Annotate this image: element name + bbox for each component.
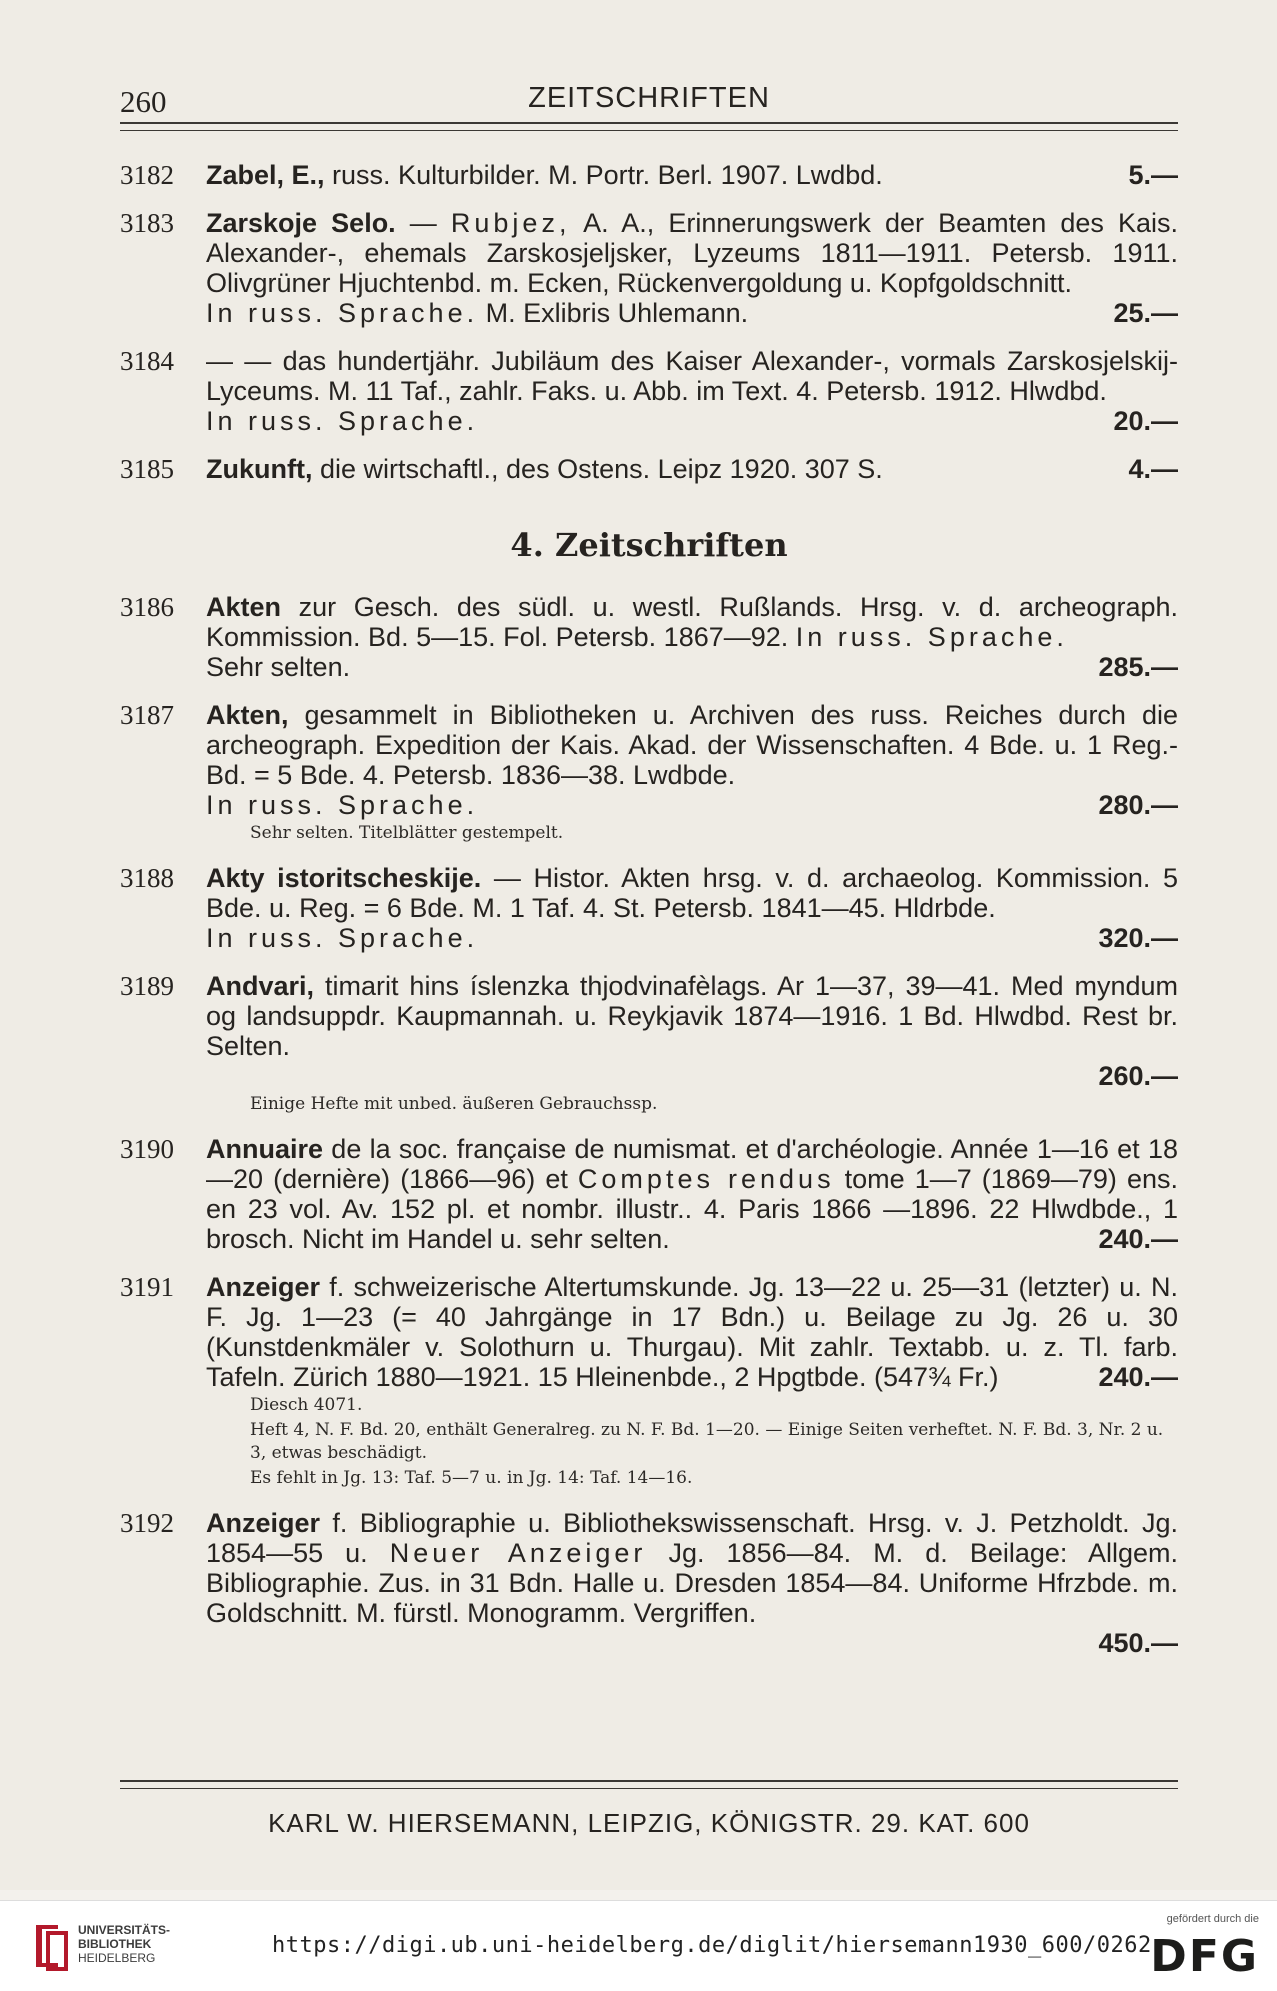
entry-3186: 3186 Akten zur Gesch. des südl. u. westl. Rußlands. Hrsg. v. d. archeograph. Kommission. Bd. 5—15. Fol. Petersb. 1867—92. In russ. Sprache. Sehr selten. 285.—	[120, 592, 1178, 682]
spaced-text: In russ. Sprache.	[206, 790, 479, 820]
entry-title: Zukunft,	[206, 454, 313, 484]
entry-note: Diesch 4071.	[250, 1395, 363, 1415]
entry-3184: 3184 — — das hundertjähr. Jubiläum des Kaiser Alexander-, vormals Zarskosjelskij-Lyceums. M. 11 Taf., zahlr. Faks. u. Abb. im Text. 4. Petersb. 1912. Hlwdbd. In russ. Sprache. 20.—	[120, 346, 1178, 436]
spaced-text: In russ. Sprache.	[206, 298, 479, 328]
entry-number: 3192	[120, 1508, 174, 1538]
entry-price: 320.—	[1098, 923, 1178, 953]
entry-3191: 3191 Anzeiger f. schweizerische Altertumskunde. Jg. 13—22 u. 25—31 (letzter) u. N. F. Jg. 1—23 (= 40 Jahrgänge in 17 Bdn.) u. Beilage zu Jg. 26 u. 30 (Kunstdenkmäler v. Solothurn u. Thurgau). Mit zahlr. Textabb. u. z. Tl. farb. Tafeln. Zürich 1880—1921. 15 Hleinenbde., 2 Hpgtbde. (547¾ Fr.) 240.— Diesch 4071. Heft 4, N. F. Bd. 20, enthält Generalreg. zu N. F. Bd. 1—20. — Einige Seiten verheftet. N. F. Bd. 3, Nr. 2 u. 3, etwas beschädigt. Es fehlt in Jg. 13: Taf. 5—7 u. in Jg. 14: Taf. 14—16.	[120, 1272, 1178, 1488]
digitization-bar	[0, 1900, 1277, 1991]
entry-number: 3188	[120, 863, 174, 893]
catalog-entries	[120, 160, 1178, 1676]
entry-price: 25.—	[1113, 298, 1178, 328]
entry-title: Annuaire	[206, 1134, 324, 1164]
spaced-text: In russ. Sprache.	[795, 622, 1068, 652]
entry-number: 3183	[120, 208, 174, 238]
section-heading: 4. Zeitschriften	[510, 526, 788, 564]
spaced-text: Rubjez,	[450, 208, 571, 238]
entry-price: 450.—	[1098, 1628, 1178, 1658]
entry-note: Es fehlt in Jg. 13: Taf. 5—7 u. in Jg. 14: Taf. 14—16.	[250, 1468, 693, 1488]
publisher-footer: KARL W. HIERSEMANN, LEIPZIG, KÖNIGSTR. 29. KAT. 600	[268, 1808, 1030, 1838]
entry-title: Anzeiger	[206, 1272, 321, 1302]
spaced-text: Neuer Anzeiger	[389, 1538, 647, 1568]
entry-description: russ. Kulturbilder. M. Portr. Berl. 1907. Lwdbd.	[324, 160, 883, 190]
entry-price: 280.—	[1098, 790, 1178, 820]
entry-3182	[120, 160, 1178, 190]
entry-3192: 3192 Anzeiger f. Bibliographie u. Bibliothekswissenschaft. Hrsg. v. J. Petzholdt. Jg. 1854—55 u. Neuer Anzeiger Jg. 1856—84. M. d. Beilage: Allgem. Bibliographie. Zus. in 31 Bdn. Halle u. Dresden 1854—84. Uniforme Hfrzbde. m. Goldschnitt. M. fürstl. Monogramm. Vergriffen. 450.—	[120, 1508, 1178, 1658]
entry-title: Andvari,	[206, 971, 315, 1001]
entry-number: 3185	[120, 454, 174, 484]
entry-price: 240.—	[1098, 1362, 1178, 1392]
spaced-text: In russ. Sprache.	[206, 406, 479, 436]
entry-price: 240.—	[1098, 1224, 1178, 1254]
entry-price: 285.—	[1098, 652, 1178, 682]
entry-3183: 3183 Zarskoje Selo. — Rubjez, A. A., Erinnerungswerk der Beamten des Kais. Alexander-, ehemals Zarskosjeljsker, Lyzeums 1811—1911. Petersb. 1911. Olivgrüner Hjuchtenbd. m. Ecken, Rückenvergoldung u. Kopfgoldschnitt. In russ. Sprache. M. Exlibris Uhlemann. 25.—	[120, 208, 1178, 328]
entry-3187: 3187 Akten, gesammelt in Bibliotheken u. Archiven des russ. Reiches durch die archeograph. Expedition der Kais. Akad. der Wissenschaften. 4 Bde. u. 1 Reg.-Bd. = 5 Bde. 4. Petersb. 1836—38. Lwdbde. In russ. Sprache. 280.— Sehr selten. Titelblätter gestempelt.	[120, 700, 1178, 843]
running-head: ZEITSCHRIFTEN	[528, 82, 770, 114]
entry-number: 3184	[120, 346, 174, 376]
entry-3190: 3190 Annuaire de la soc. française de numismat. et d'archéologie. Année 1—16 et 18—20 (dernière) (1866—96) et Comptes rendus tome 1—7 (1869—79) ens. en 23 vol. Av. 152 pl. et nombr. illustr.. 4. Paris 1866 —1896. 22 Hlwdbde., 1 brosch. Nicht im Handel u. sehr selten. 240.—	[120, 1134, 1178, 1254]
entry-number: 3182	[120, 160, 174, 190]
entry-title: Anzeiger	[206, 1508, 321, 1538]
entry-price: 20.—	[1113, 406, 1178, 436]
entry-price: 260.—	[1098, 1061, 1178, 1091]
spaced-text: Comptes rendus	[577, 1164, 835, 1194]
entry-3189: 3189 Andvari, timarit hins íslenzka thjodvinafèlags. Ar 1—37, 39—41. Med myndum og landsuppdr. Kaupmannah. u. Reykjavik 1874—1916. 1 Bd. Hlwdbd. Rest br. Selten. 260.— Einige Hefte mit unbed. äußeren Gebrauchssp.	[120, 971, 1178, 1114]
entry-note: Sehr selten. Titelblätter gestempelt.	[250, 823, 564, 843]
entry-note: Einige Hefte mit unbed. äußeren Gebrauchssp.	[250, 1094, 658, 1114]
entry-price: 4.—	[1128, 454, 1178, 484]
page-header	[120, 80, 1178, 124]
entry-price: 5.—	[1128, 160, 1178, 190]
permalink-url[interactable]: https://digi.ub.uni-heidelberg.de/diglit/hiersemann1930_600/0262	[272, 1933, 1152, 1958]
entry-number: 3191	[120, 1272, 174, 1302]
page-number: 260	[120, 84, 167, 119]
entry-title: Akten	[206, 592, 282, 622]
entry-title: Akten,	[206, 700, 289, 730]
spaced-text: In russ. Sprache.	[206, 923, 479, 953]
entry-number: 3189	[120, 971, 174, 1001]
header-rule	[120, 122, 1178, 131]
entry-title: Akty istoritscheskije.	[206, 863, 482, 893]
entry-number: 3186	[120, 592, 174, 622]
entry-3188: 3188 Akty istoritscheskije. — Histor. Akten hrsg. v. d. archaeolog. Kommission. 5 Bde. u. Reg. = 6 Bde. M. 1 Taf. 4. St. Petersb. 1841—45. Hldrbde. In russ. Sprache. 320.—	[120, 863, 1178, 953]
entry-3185: 3185 Zukunft, die wirtschaftl., des Ostens. Leipz 1920. 307 S. 4.—	[120, 454, 1178, 484]
library-logo-icon	[28, 1919, 74, 1973]
entry-number: 3187	[120, 700, 174, 730]
entry-title: Zarskoje Selo.	[206, 208, 396, 238]
dfg-logo: DFG	[1150, 1931, 1259, 1982]
entry-title: Zabel, E.,	[206, 160, 325, 190]
library-name: UNIVERSITÄTS- BIBLIOTHEK HEIDELBERG	[78, 1923, 171, 1965]
footer-rule	[120, 1780, 1178, 1789]
entry-number: 3190	[120, 1134, 174, 1164]
sponsor-label: gefördert durch die	[1166, 1913, 1259, 1925]
entry-note: Heft 4, N. F. Bd. 20, enthält Generalreg. zu N. F. Bd. 1—20. — Einige Seiten verheftet. N. F. Bd. 3, Nr. 2 u. 3, etwas beschädigt.	[250, 1420, 1164, 1463]
